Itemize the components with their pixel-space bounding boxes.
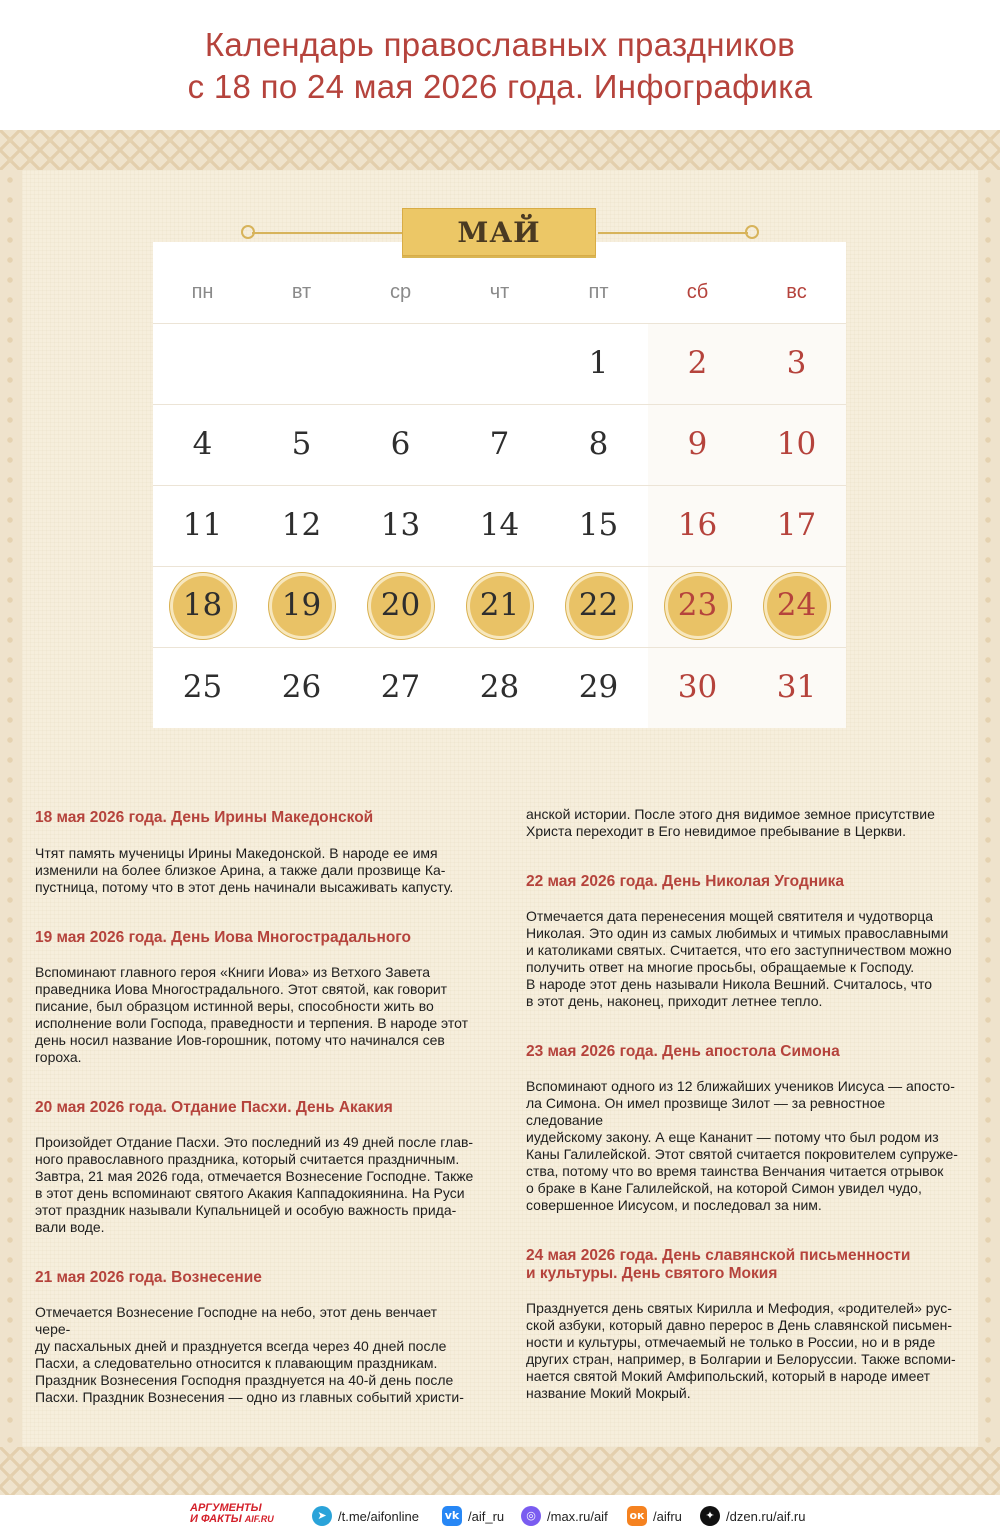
event-text-21-continued <box>526 806 966 840</box>
event-text-line: праведника Иова Многострадального. Этот святой, как говорит <box>35 981 448 997</box>
calendar-week-row <box>153 648 846 728</box>
events-column-right <box>526 806 966 1402</box>
calendar-day: 26 <box>281 669 322 705</box>
event-text-line: ла Симона. Он имел прозвище Зилот — за ревностное следование <box>526 1095 886 1128</box>
event-text-line: Николая. Это один из самых любимых и чтимых православными <box>526 925 949 941</box>
ornament-right-border <box>978 170 1000 1447</box>
calendar-day-empty <box>351 324 450 405</box>
calendar-day <box>252 567 351 648</box>
social-link-label: /aif_ru <box>468 1508 505 1524</box>
event-text-line: Христа переходит в Его невидимое пребывание в Церкви. <box>526 823 907 839</box>
weekday-label: вт <box>291 281 312 303</box>
calendar-day: 7 <box>489 426 510 462</box>
ornament-top-border <box>0 130 1000 170</box>
event-text-line: Празднуется день святых Кирилла и Мефодия, «родителей» рус- <box>526 1300 952 1316</box>
telegram-icon: ➤ <box>312 1506 332 1526</box>
header <box>0 0 1000 130</box>
weekday-label: сб <box>686 281 709 303</box>
event-text-19 <box>35 964 475 1066</box>
event-heading-18: 18 мая 2026 года. День Ирины Македонской <box>35 809 374 826</box>
highlighted-day-circle: 23 <box>668 576 728 636</box>
weekday-label: ср <box>389 281 412 303</box>
calendar-day <box>351 567 450 648</box>
weekday-label: вс <box>786 281 807 303</box>
event-text-line: ства, потому что во время таинства Венчания читается отрывок <box>526 1163 944 1179</box>
event-text-line: ду пасхальных дней и празднуется всегда через 40 дней после <box>35 1338 447 1354</box>
social-link-max[interactable] <box>521 1505 608 1527</box>
highlighted-day-circle: 24 <box>767 576 827 636</box>
event-text-line: в этот день, наконец, приходит летнее тепло. <box>526 993 823 1009</box>
odnoklassniki-icon: ок <box>627 1506 647 1526</box>
calendar-day: 5 <box>291 426 312 462</box>
calendar-day: 29 <box>578 669 619 705</box>
event-text-line: анской истории. После этого дня видимое земное присутствие <box>526 806 935 822</box>
event-text-line: ской азбуки, который давно перерос в День славянской письмен- <box>526 1317 953 1333</box>
event-text-22 <box>526 908 966 1010</box>
calendar-day: 4 <box>192 426 213 462</box>
banner-swirl-left <box>241 225 255 239</box>
calendar-day: 30 <box>677 669 718 705</box>
calendar-day: 31 <box>776 669 817 705</box>
calendar-day-empty <box>450 324 549 405</box>
event-text-line: день носил название Иов-горошник, потому что начинался сев <box>35 1032 445 1048</box>
event-text-line: изменили на более близкое Арина, а также дали прозвище Ка- <box>35 862 446 878</box>
event-text-line: и католиками святых. Считается, что его заступничеством можно <box>526 942 952 958</box>
calendar-week-row <box>153 567 846 648</box>
event-text-line: Пасхи. Праздник Вознесения — одно из главных событий христи- <box>35 1389 464 1405</box>
calendar-day: 27 <box>380 669 421 705</box>
event-text-23 <box>526 1078 966 1214</box>
event-text-line: других стран, например, в Болгарии и Белоруссии. Также вспоми- <box>526 1351 956 1367</box>
logo-line2-text: И ФАКТЫ <box>190 1513 242 1525</box>
calendar-day: 6 <box>390 426 411 462</box>
event-text-line: Праздник Вознесения Господня празднуется на 40-й день после <box>35 1372 454 1388</box>
weekday-label: пт <box>588 281 609 303</box>
aif-logo[interactable] <box>190 1503 298 1529</box>
event-text-line: совершенное Иисусом, и последовал за ним. <box>526 1197 822 1213</box>
dzen-icon: ✦ <box>700 1506 720 1526</box>
highlighted-day-circle: 21 <box>470 576 530 636</box>
max-icon: ◎ <box>521 1506 541 1526</box>
event-text-line: Завтра, 21 мая 2026 года, отмечается Вознесение Господне. Также <box>35 1168 474 1184</box>
event-text-line: нается святой Мокий Амфипольский, который в народе имеет <box>526 1368 931 1384</box>
highlighted-day-circle: 22 <box>569 576 629 636</box>
calendar-card <box>153 242 846 728</box>
event-text-line: Чтят память мученицы Ирины Македонской. В народе ее имя <box>35 845 438 861</box>
banner-rule-right <box>598 232 748 234</box>
event-text-line: В народе этот день называли Никола Вешний. Считалось, что <box>526 976 933 992</box>
social-link-label: /aifru <box>653 1508 682 1524</box>
calendar-week-row <box>153 324 846 405</box>
highlighted-day-circle: 18 <box>173 576 233 636</box>
event-heading-24-line1: 24 мая 2026 года. День славянской письменности <box>526 1247 911 1264</box>
social-link-dzen[interactable] <box>700 1505 806 1527</box>
page-title-line2: с 18 по 24 мая 2026 года. Инфографика <box>187 68 813 105</box>
social-link-label: /t.me/aifonline <box>338 1508 419 1524</box>
calendar-week-row <box>153 405 846 486</box>
event-text-21 <box>35 1304 475 1406</box>
event-text-line: ного православного праздника, который считается праздничным. <box>35 1151 460 1167</box>
calendar-day: 8 <box>588 426 609 462</box>
highlighted-day-circle: 20 <box>371 576 431 636</box>
logo-line2 <box>190 1514 298 1525</box>
vk-icon: vk <box>442 1506 462 1526</box>
social-link-label: /max.ru/aif <box>547 1508 608 1524</box>
weekday-label: чт <box>489 281 510 303</box>
events-column-left <box>35 806 475 1406</box>
event-text-line: название Мокий Мокрый. <box>526 1385 691 1401</box>
event-text-line: писание, был образцом истинной веры, способности жить во <box>35 998 434 1014</box>
event-text-line: Пасхи, а следовательно относится к плавающим праздникам. <box>35 1355 438 1371</box>
calendar-day: 17 <box>776 507 817 543</box>
calendar-day <box>549 567 648 648</box>
calendar-day <box>648 567 747 648</box>
event-heading-20: 20 мая 2026 года. Отдание Пасхи. День Акакия <box>35 1099 393 1116</box>
calendar-day: 16 <box>677 507 718 543</box>
event-text-line: вали воде. <box>35 1219 105 1235</box>
calendar-day <box>747 567 846 648</box>
event-heading-19: 19 мая 2026 года. День Иова Многострадального <box>35 929 412 946</box>
social-link-label: /dzen.ru/aif.ru <box>726 1508 806 1524</box>
calendar-day: 12 <box>281 507 322 543</box>
calendar-day: 28 <box>479 669 520 705</box>
event-text-line: пустница, потому что в этот день начинали высаживать капусту. <box>35 879 454 895</box>
social-link-vk[interactable] <box>442 1505 504 1527</box>
calendar-day: 11 <box>182 507 223 543</box>
event-heading-22: 22 мая 2026 года. День Николая Угодника <box>526 873 845 890</box>
logo-site: AIF.RU <box>244 1514 274 1524</box>
event-text-line: этот праздник называли Купальницей и особую важность прида- <box>35 1202 457 1218</box>
calendar-day: 25 <box>182 669 223 705</box>
event-text-line: получить ответ на многие просьбы, обращаемые к Господу. <box>526 959 915 975</box>
calendar-day-empty <box>153 324 252 405</box>
weekday-label: пн <box>191 281 214 303</box>
event-text-line: ности и культуры, отмечаемый не только в России, но и в ряде <box>526 1334 936 1350</box>
event-text-line: Вспоминают главного героя «Книги Иова» из Ветхого Завета <box>35 964 431 980</box>
calendar-day: 13 <box>380 507 421 543</box>
footer <box>0 1495 1000 1537</box>
event-text-line: Вспоминают одного из 12 ближайших учеников Иисуса — апосто- <box>526 1078 955 1094</box>
event-text-line: иудейскому закону. А еще Кананит — потому что был родом из <box>526 1129 939 1145</box>
event-text-line: исполнение воли Господа, праведности и терпения. В народе этот <box>35 1015 469 1031</box>
event-text-line: в этот день вспоминают святого Акакия Каппадокиянина. На Руси <box>35 1185 465 1201</box>
event-text-24 <box>526 1300 966 1402</box>
social-link-telegram[interactable] <box>312 1505 419 1527</box>
calendar-day: 1 <box>588 345 609 381</box>
logo-line1: АРГУМЕНТЫ <box>190 1502 262 1514</box>
month-banner: МАЙ <box>402 208 596 256</box>
ornament-bottom-border <box>0 1447 1000 1495</box>
banner-rule-left <box>252 232 402 234</box>
calendar-day <box>450 567 549 648</box>
event-heading-24-line2: и культуры. День святого Мокия <box>526 1265 778 1282</box>
event-text-line: Отмечается дата перенесения мощей святителя и чудотворца <box>526 908 934 924</box>
banner-swirl-right <box>745 225 759 239</box>
calendar-day: 9 <box>687 426 708 462</box>
calendar-day: 15 <box>578 507 619 543</box>
event-heading-21: 21 мая 2026 года. Вознесение <box>35 1269 262 1286</box>
calendar-day <box>153 567 252 648</box>
event-text-line: о браке в Кане Галилейской, на которой Симон увидел чудо, <box>526 1180 922 1196</box>
calendar-day: 10 <box>776 426 817 462</box>
calendar-day: 2 <box>687 345 708 381</box>
event-text-20 <box>35 1134 475 1236</box>
event-text-18 <box>35 845 475 896</box>
ornament-left-border <box>0 170 22 1447</box>
calendar-day-empty <box>252 324 351 405</box>
event-text-line: гороха. <box>35 1049 82 1065</box>
event-text-line: Каны Галилейской. Этот святой считается покровителем супруже- <box>526 1146 958 1162</box>
event-text-line: Произойдет Отдание Пасхи. Это последний из 49 дней после глав- <box>35 1134 474 1150</box>
calendar-day: 14 <box>479 507 520 543</box>
social-link-odnoklassniki[interactable] <box>627 1505 682 1527</box>
calendar-day: 3 <box>786 345 807 381</box>
event-heading-23: 23 мая 2026 года. День апостола Симона <box>526 1043 840 1060</box>
event-text-line: Отмечается Вознесение Господне на небо, этот день венчает чере- <box>35 1304 438 1337</box>
page-title-line1: Календарь православных праздников <box>204 26 796 63</box>
highlighted-day-circle: 19 <box>272 576 332 636</box>
calendar-week-row <box>153 486 846 567</box>
